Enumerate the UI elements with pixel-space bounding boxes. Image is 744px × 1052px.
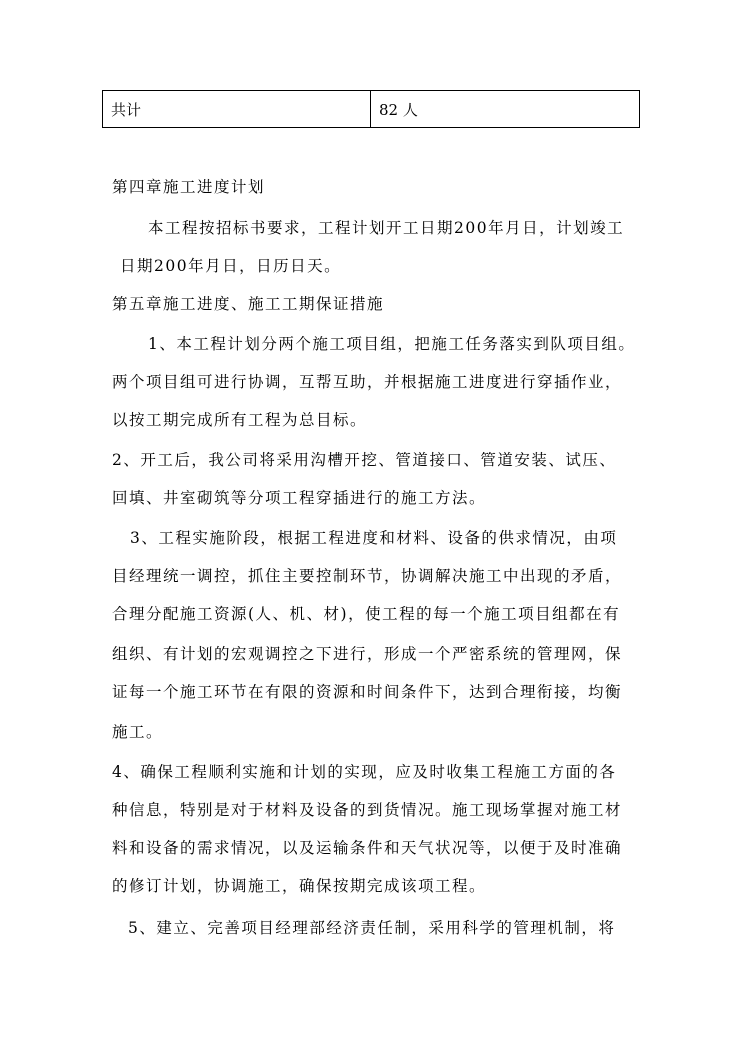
text-line: 回填、井室砌筑等分项工程穿插进行的施工方法。	[112, 489, 487, 507]
table-value-cell: 82 人	[379, 100, 418, 119]
chapter-4-heading: 第四章施工进度计划	[112, 178, 266, 196]
text-line: 合理分配施工资源(人、机、材)，使工程的每一个施工项目组都在有	[112, 605, 621, 623]
text-line: 料和设备的需求情况，以及运输条件和天气状况等，以便于及时准确	[112, 839, 623, 857]
text-line: 目经理统一调控，抓住主要控制环节，协调解决施工中出现的矛盾，	[112, 567, 623, 585]
text-line: 2、开工后，我公司将采用沟槽开挖、管道接口、管道安装、试压、	[112, 451, 617, 469]
text-line: 施工。	[112, 723, 164, 741]
text-line: 日期200年月日，日历日天。	[120, 257, 342, 275]
text-line: 本工程按招标书要求，工程计划开工日期200年月日，计划竣工	[148, 219, 625, 237]
text-line: 证每一个施工环节在有限的资源和时间条件下，达到合理衔接，均衡	[112, 683, 623, 701]
text-line: 3、工程实施阶段，根据工程进度和材料、设备的供求情况，由项	[130, 529, 618, 547]
text-line: 1、本工程计划分两个施工项目组，把施工任务落实到队项目组。	[148, 335, 636, 353]
summary-table	[102, 90, 640, 128]
text-line: 种信息，特别是对于材料及设备的到货情况。施工现场掌握对施工材	[112, 801, 623, 819]
text-line: 两个项目组可进行协调，互帮互助，并根据施工进度进行穿插作业，	[112, 373, 623, 391]
text-line: 以按工期完成所有工程为总目标。	[112, 411, 368, 429]
text-line: 组织、有计划的宏观调控之下进行，形成一个严密系统的管理网，保	[112, 645, 623, 663]
table-label-cell: 共计	[103, 91, 371, 127]
text-line: 4、确保工程顺利实施和计划的实现，应及时收集工程施工方面的各	[112, 763, 617, 781]
text-line: 5、建立、完善项目经理部经济责任制，采用科学的管理机制，将	[128, 919, 616, 937]
chapter-5-heading: 第五章施工进度、施工工期保证措施	[112, 295, 385, 313]
text-line: 的修订计划，协调施工，确保按期完成该项工程。	[112, 877, 487, 895]
